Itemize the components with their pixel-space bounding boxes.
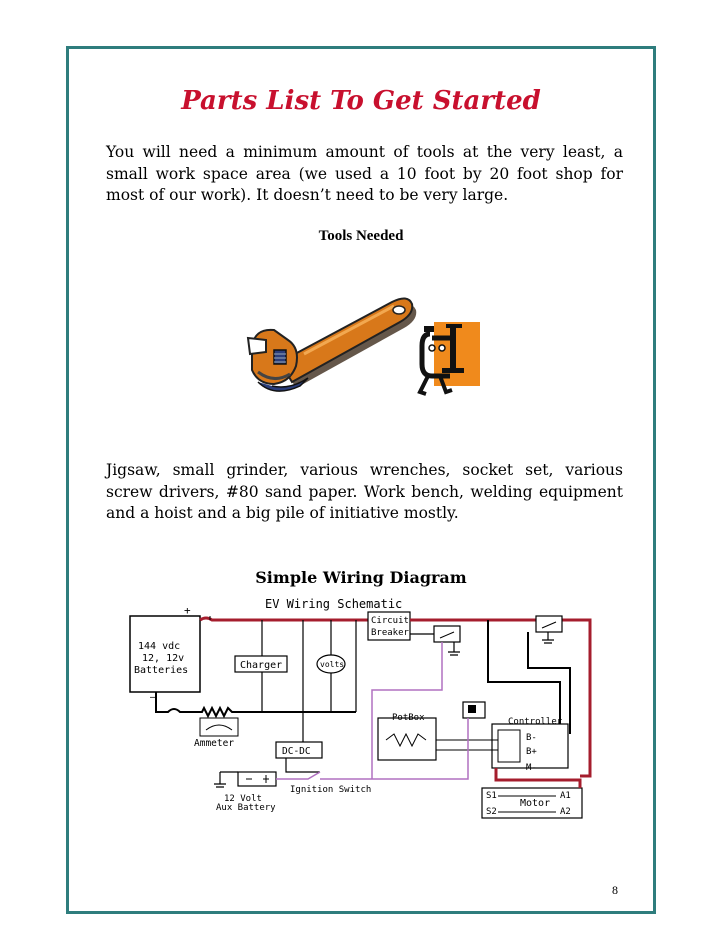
breaker-label-1: Circuit [371,616,409,626]
ignition-label: Ignition Switch [290,785,372,795]
intro-paragraph: You will need a minimum amount of tools at the very least, a small work space area (we used a 10 foot by 20 foot shop for most of our work). It doesn’t need to be very large. [106,143,623,204]
motor-label: Motor [520,798,551,809]
adjustable-wrench-icon [244,290,420,400]
motor-s1: S1 [486,791,497,801]
controller-b-plus: B+ [526,747,537,757]
motor-s2: S2 [486,807,497,817]
schematic-title: EV Wiring Schematic [265,597,403,611]
controller-b-minus: B- [526,733,537,743]
motor-a1: A1 [560,791,571,801]
battery-label-2: 12, 12v [142,653,185,664]
aux-battery-label-2: Aux Battery [216,803,276,813]
charger-label: Charger [240,660,283,671]
battery-minus-label: — [150,690,157,703]
page-number: 8 [612,883,618,897]
dcdc-label: DC-DC [282,746,311,757]
potbox-label: PotBox [392,713,425,723]
ammeter [200,718,238,736]
ammeter-label: Ammeter [194,738,235,749]
controller-m-minus: M- [526,763,537,773]
controller-label: Controller [508,717,563,727]
aux-battery [238,772,276,786]
page-title: Parts List To Get Started [181,86,541,116]
battery-label-1: 144 vdc [138,641,181,652]
battery-label-3: Batteries [134,665,189,676]
battery-plus-label: + [184,604,191,617]
reversing-contactor [536,616,562,632]
aux-battery-label-1: 12 Volt [224,794,262,804]
main-contactor [434,626,460,642]
breaker-label-2: Breaker [371,628,409,638]
motor-a2: A2 [560,807,571,817]
wiring-heading: Simple Wiring Diagram [255,568,467,587]
tools-paragraph: Jigsaw, small grinder, various wrenches, socket set, various screw drivers, #80 sand paper. Work bench, welding equipment and a hoist and a big pile of initiative mostly. [106,461,623,522]
wiring-schematic [120,594,610,829]
volts-label: volts [320,660,345,669]
tools-heading: Tools Needed [318,228,404,244]
c-clamp-icon [416,318,484,400]
